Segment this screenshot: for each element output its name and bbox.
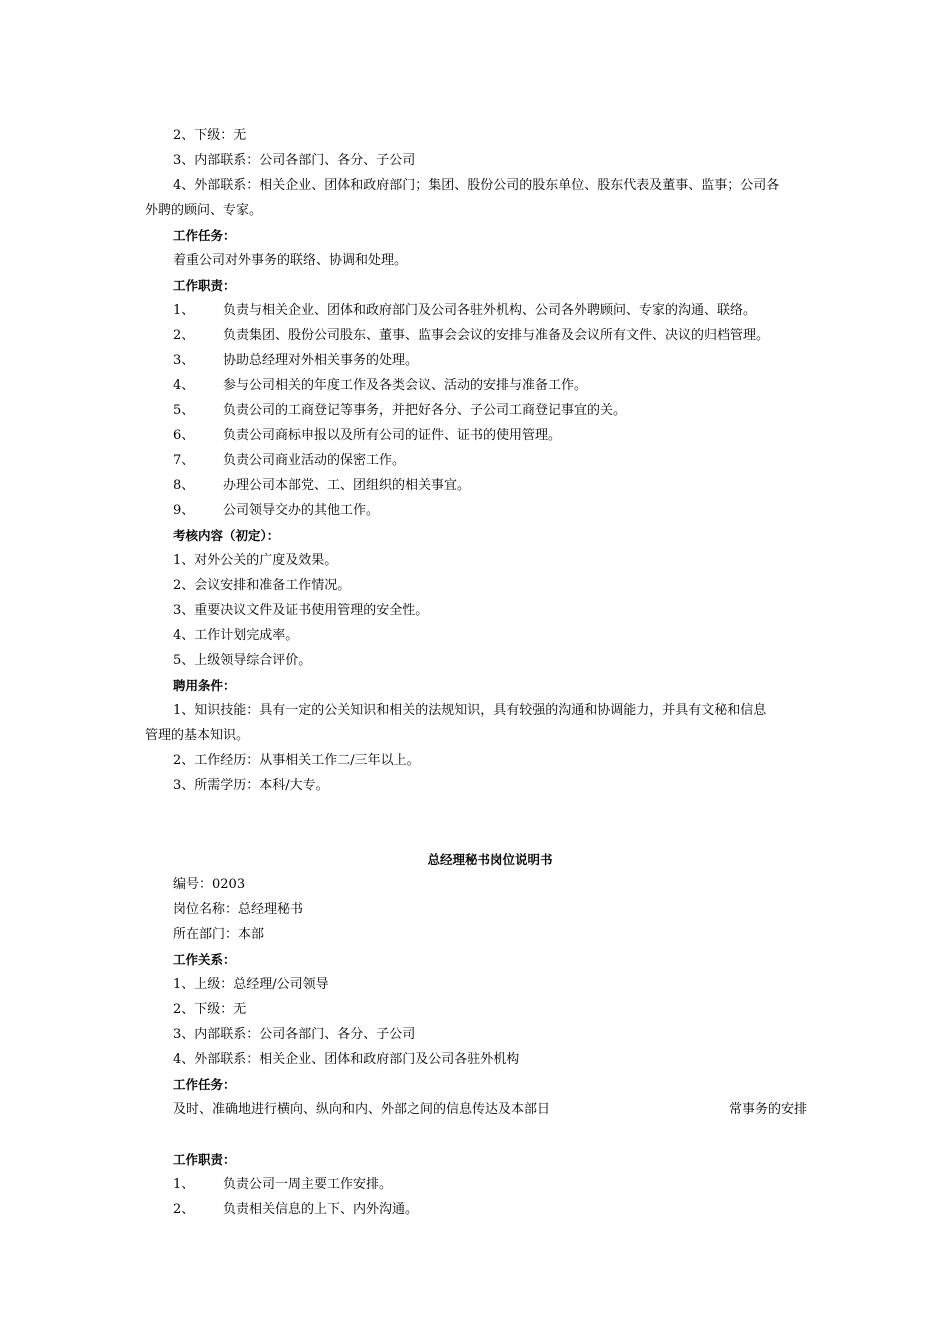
duty-heading: 工作职责： <box>173 1152 236 1167</box>
duty-item: 1、 负责与相关企业、团体和政府部门及公司各驻外机构、公司各外聘顾问、专家的沟通、联络。 <box>173 303 757 318</box>
task-text-right: 常事务的安排 <box>728 1102 807 1117</box>
hire-heading: 聘用条件： <box>173 678 236 693</box>
task-text-left: 及时、准确地进行横向、纵向和内、外部之间的信息传达及本部日 <box>173 1102 551 1117</box>
duty-item: 5、 负责公司的工商登记等事务，并把好各分、子公司工商登记事宜的关。 <box>173 403 627 418</box>
department: 所在部门：本部 <box>173 927 265 942</box>
hire-knowledge-line2: 管理的基本知识。 <box>145 728 250 743</box>
relation-subordinate: 2、下级：无 <box>173 1002 247 1017</box>
assess-item: 3、重要决议文件及证书使用管理的安全性。 <box>173 603 429 618</box>
relation-subordinate: 2、下级：无 <box>173 128 247 143</box>
duty-item: 8、 办理公司本部党、工、团组织的相关事宜。 <box>173 478 471 493</box>
relation-external: 4、外部联系：相关企业、团体和政府部门及公司各驻外机构 <box>173 1052 520 1067</box>
position-name: 岗位名称：总经理秘书 <box>173 902 304 917</box>
assess-item: 4、工作计划完成率。 <box>173 628 299 643</box>
relation-internal: 3、内部联系：公司各部门、各分、子公司 <box>173 153 416 168</box>
duty-item: 9、 公司领导交办的其他工作。 <box>173 503 380 518</box>
duty-heading: 工作职责： <box>173 278 236 293</box>
doc-code: 编号：0203 <box>173 877 246 892</box>
duty-item: 7、 负责公司商业活动的保密工作。 <box>173 453 406 468</box>
task-text: 着重公司对外事务的联络、协调和处理。 <box>173 253 408 268</box>
relation-heading: 工作关系： <box>173 952 236 967</box>
relation-superior: 1、上级：总经理/公司领导 <box>173 977 329 992</box>
section-title: 总经理秘书岗位说明书 <box>427 852 553 867</box>
duty-item: 4、 参与公司相关的年度工作及各类会议、活动的安排与准备工作。 <box>173 378 588 393</box>
hire-knowledge-line1: 1、知识技能：具有一定的公关知识和相关的法规知识，具有较强的沟通和协调能力，并具有文秘和信息 <box>173 703 767 718</box>
task-heading: 工作任务： <box>173 1077 236 1092</box>
assess-item: 5、上级领导综合评价。 <box>173 653 312 668</box>
assess-item: 1、对外公关的广度及效果。 <box>173 553 338 568</box>
assess-item: 2、会议安排和准备工作情况。 <box>173 578 351 593</box>
hire-education: 3、所需学历：本科/大专。 <box>173 778 329 793</box>
duty-item: 1、 负责公司一周主要工作安排。 <box>173 1177 393 1192</box>
duty-item: 2、 负责集团、股份公司股东、董事、监事会会议的安排与准备及会议所有文件、决议的归档管理。 <box>173 328 770 343</box>
relation-external-line2: 外聘的顾问、专家。 <box>145 203 263 218</box>
duty-item: 6、 负责公司商标申报以及所有公司的证件、证书的使用管理。 <box>173 428 562 443</box>
duty-item: 3、 协助总经理对外相关事务的处理。 <box>173 353 419 368</box>
relation-external-line1: 4、外部联系：相关企业、团体和政府部门；集团、股份公司的股东单位、股东代表及董事、监事；公司各 <box>173 178 780 193</box>
task-heading: 工作任务： <box>173 228 236 243</box>
relation-internal: 3、内部联系：公司各部门、各分、子公司 <box>173 1027 416 1042</box>
hire-experience: 2、工作经历：从事相关工作二/三年以上。 <box>173 753 420 768</box>
assess-heading: 考核内容（初定）： <box>173 528 280 543</box>
duty-item: 2、 负责相关信息的上下、内外沟通。 <box>173 1202 419 1217</box>
